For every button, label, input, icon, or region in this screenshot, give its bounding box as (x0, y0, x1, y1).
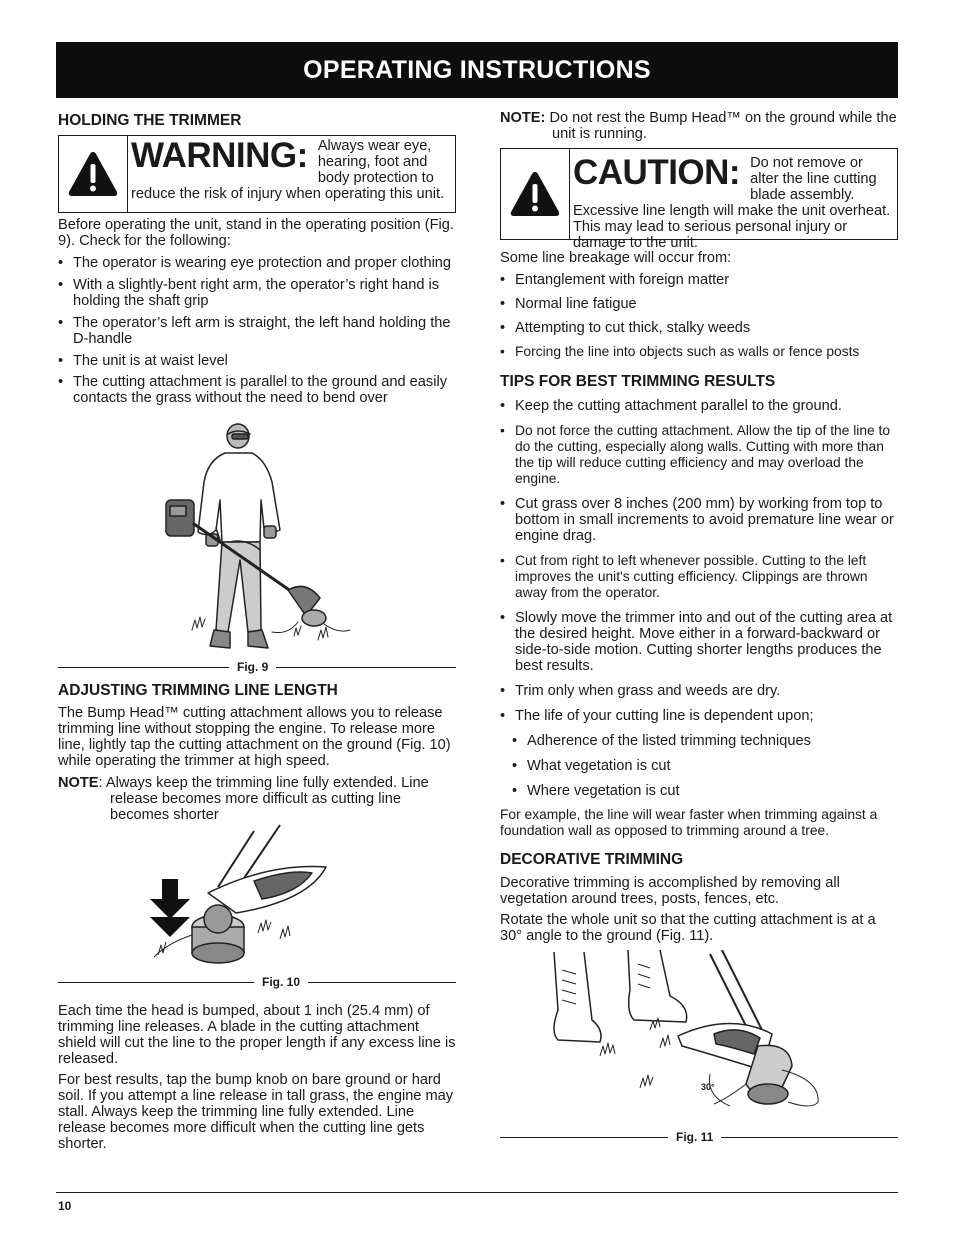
list-item: • Trim only when grass and weeds are dry. (500, 683, 781, 699)
list-item: • The operator is wearing eye protection and proper clothing (58, 255, 452, 271)
list-item: • Normal line fatigue (500, 296, 637, 312)
caution-text: Do not remove or alter the line cutting blade assembly. Excessive line length will make the unit overheat. This may lead to serious personal injury or damage to the unit. (573, 155, 891, 251)
list-item: • With a slightly-bent right arm, the operator’s right hand is holding the shaft grip (58, 277, 440, 309)
bump-paragraph: Each time the head is bumped, about 1 inch (25.4 mm) of trimming line releases. A blade in the cutting attachment shield will cut the line to the proper length if any excess line is released. (58, 1003, 456, 1067)
caution-box (500, 148, 898, 251)
adjust-note: NOTE: Always keep the trimming line fully extended. Line release becomes more difficult as cutting line becomes shorter (58, 775, 429, 823)
warning-text: Always wear eye, hearing, foot and body protection to reduce the risk of injury when operating this unit. (131, 138, 445, 202)
page-number: 10 (58, 1199, 72, 1213)
breakage-intro: Some line breakage will occur from: (500, 250, 732, 266)
list-item: • Slowly move the trimmer into and out of the cutting area at the desired height. Move either in a forward-backward or side-to-side motion. Cutting shorter lengths produces the best results. (500, 610, 893, 674)
figure-11-illustration (500, 950, 898, 1130)
figure-11-caption: Fig. 11 (500, 1130, 898, 1144)
example-paragraph: For example, the line will wear faster when trimming against a foundation wall as opposed to trimming around a tree. (500, 807, 878, 838)
list-item: • Cut from right to left whenever possible. Cutting to the left improves the unit's cutting efficiency. Clippings are thrown away from the operator. (500, 553, 868, 600)
heading-holding: HOLDING THE TRIMMER (58, 112, 242, 129)
decorative-paragraph-1: Decorative trimming is accomplished by removing all vegetation around trees, posts, fences, etc. (500, 875, 840, 907)
list-item: • Attempting to cut thick, stalky weeds (500, 320, 751, 336)
left-column (58, 110, 456, 1152)
warning-triangle-icon (59, 136, 128, 212)
list-item: • Cut grass over 8 inches (200 mm) by working from top to bottom in small increments to avoid premature line wear or engine drag. (500, 496, 894, 544)
best-results-paragraph: For best results, tap the bump knob on bare ground or hard soil. If you attempt a line release in tall grass, the engine may stall. Always keep the trimming line fully extended. Line release becomes more difficult when the cutting line gets shorter. (58, 1072, 454, 1152)
warning-word: WARNING: (131, 136, 308, 175)
heading-decorative: DECORATIVE TRIMMING (500, 851, 684, 868)
figure-9-caption: Fig. 9 (58, 660, 456, 674)
right-column (500, 110, 898, 1144)
list-item: • Forcing the line into objects such as walls or fence posts (500, 344, 860, 359)
figure-10-illustration (58, 823, 456, 975)
list-item: • Keep the cutting attachment parallel to the ground. (500, 398, 842, 414)
caution-triangle-icon (501, 149, 570, 239)
adjust-paragraph: The Bump Head™ cutting attachment allows you to release trimming line without stopping the engine. To release more line, lightly tap the cutting attachment on the ground (Fig. 10) while operating the trimmer at high speed. (58, 705, 451, 769)
list-item: • Entanglement with foreign matter (500, 272, 730, 288)
sub-list-item: • Adherence of the listed trimming techniques (512, 733, 811, 749)
list-item: • The life of your cutting line is dependent upon; (500, 708, 814, 724)
list-item: • The operator’s left arm is straight, the left hand holding the D-handle (58, 315, 451, 347)
decorative-paragraph-2: Rotate the whole unit so that the cutting attachment is at a 30° angle to the ground (Fig. 11). (500, 912, 876, 944)
footer-divider (56, 1192, 898, 1193)
list-item: • The unit is at waist level (58, 353, 228, 369)
figure-9-illustration (58, 420, 456, 660)
sub-list-item: • What vegetation is cut (512, 758, 671, 774)
heading-adjust: ADJUSTING TRIMMING LINE LENGTH (58, 682, 338, 699)
list-item: • The cutting attachment is parallel to the ground and easily contacts the grass without the need to bend over (58, 374, 447, 406)
caution-word: CAUTION: (573, 153, 741, 192)
sub-list-item: • Where vegetation is cut (512, 783, 680, 799)
angle-label: 30° (701, 1082, 715, 1092)
figure-10-caption: Fig. 10 (58, 975, 456, 989)
warning-box (58, 135, 456, 213)
holding-intro: Before operating the unit, stand in the operating position (Fig. 9). Check for the following: (58, 217, 454, 249)
list-item: • Do not force the cutting attachment. Allow the tip of the line to do the cutting, especially along walls. Cutting with more than the tip will reduce cutting efficiency and may overload the engine. (500, 423, 891, 486)
rest-note: NOTE: Do not rest the Bump Head™ on the ground while the unit is running. (500, 110, 897, 142)
heading-tips: TIPS FOR BEST TRIMMING RESULTS (500, 373, 776, 390)
page-banner: OPERATING INSTRUCTIONS (56, 42, 898, 98)
